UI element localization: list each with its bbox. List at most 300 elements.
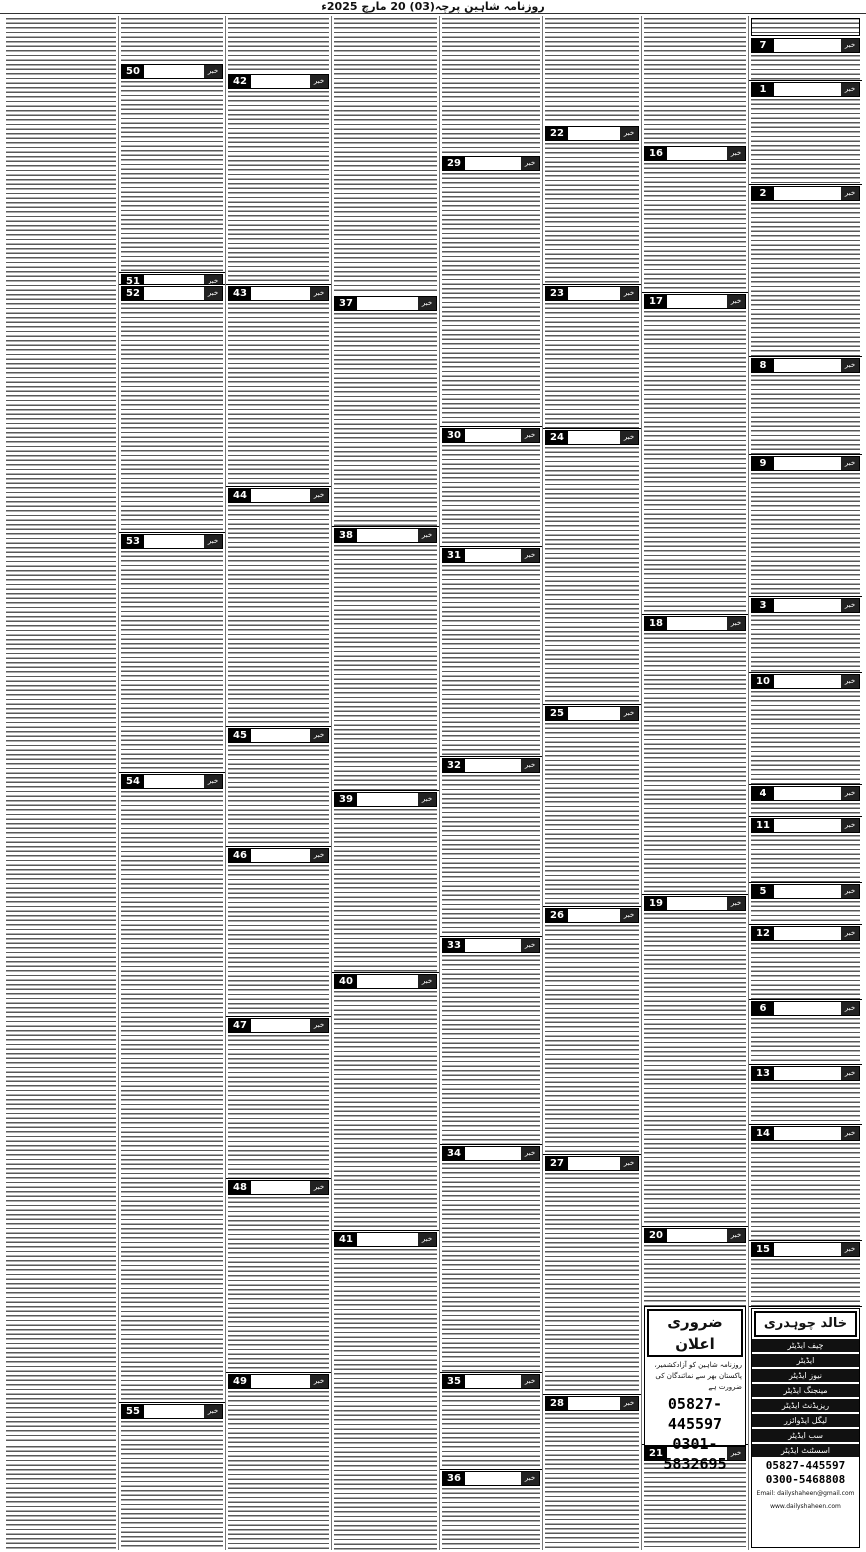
- story-number-box: [751, 38, 860, 53]
- story-divider: [749, 816, 862, 817]
- news-story-49: [228, 1374, 329, 1550]
- story-number: 7: [752, 39, 774, 52]
- story-body-text: [545, 723, 639, 906]
- ad-phone-1: 05827-445597: [667, 1395, 723, 1433]
- khabar-label: خبر: [841, 787, 859, 800]
- story-body-text: [228, 1391, 329, 1550]
- khabar-label: خبر: [521, 549, 539, 562]
- story-number-box: [334, 1232, 437, 1247]
- story-divider: [440, 1144, 542, 1145]
- news-story-30: [442, 428, 540, 546]
- khabar-label: خبر: [310, 1181, 328, 1194]
- story-number: 3: [752, 599, 774, 612]
- khabar-label: خبر: [841, 457, 859, 470]
- news-story-54: [121, 774, 223, 1402]
- story-number-box: [442, 548, 540, 563]
- khabar-label: خبر: [841, 599, 859, 612]
- story-body-text: [644, 633, 746, 894]
- story-continuation: [121, 18, 223, 62]
- story-divider: [440, 546, 542, 547]
- story-divider: [642, 894, 748, 895]
- story-number-box: [121, 274, 223, 284]
- story-number: 13: [752, 1067, 774, 1080]
- story-number: 42: [229, 75, 251, 88]
- story-number: 10: [752, 675, 774, 688]
- khabar-label: خبر: [310, 729, 328, 742]
- story-body-text: [751, 835, 860, 882]
- news-story-34: [442, 1146, 540, 1372]
- story-number-box: [334, 296, 437, 311]
- khabar-label: خبر: [521, 1375, 539, 1388]
- news-story-7: [751, 38, 860, 80]
- imprint-role-8: اسسٹنٹ ایڈیٹر: [752, 1444, 859, 1457]
- story-number: 41: [335, 1233, 357, 1246]
- story-number: 21: [645, 1447, 667, 1460]
- khabar-label: خبر: [310, 849, 328, 862]
- story-body-text: [751, 473, 860, 596]
- khabar-label: خبر: [727, 1447, 745, 1460]
- story-number-box: [545, 126, 639, 141]
- story-divider: [440, 756, 542, 757]
- imprint-role-7: سب ایڈیٹر: [752, 1429, 859, 1442]
- story-body-text: [644, 311, 746, 614]
- imprint-role-1: چیف ایڈیٹر: [752, 1339, 859, 1352]
- khabar-label: خبر: [204, 65, 222, 78]
- story-body-text: [6, 1168, 116, 1444]
- story-body-text: [545, 143, 639, 284]
- story-continuation: [6, 1168, 116, 1444]
- khabar-label: خبر: [418, 793, 436, 806]
- khabar-label: خبر: [841, 885, 859, 898]
- story-divider: [119, 532, 225, 533]
- imprint-box: [751, 1308, 860, 1548]
- story-body-text: [644, 163, 746, 292]
- news-story-3: [751, 598, 860, 672]
- story-divider: [543, 1154, 641, 1155]
- story-number-box: [751, 1242, 860, 1257]
- page-columns: [4, 16, 862, 1550]
- story-number-box: [121, 286, 223, 301]
- story-divider: [119, 1402, 225, 1403]
- story-number: 52: [122, 287, 144, 300]
- story-number-box: [644, 1228, 746, 1243]
- story-number: 4: [752, 787, 774, 800]
- story-number-box: [228, 1018, 329, 1033]
- story-body-text: [644, 913, 746, 1226]
- khabar-label: خبر: [418, 1233, 436, 1246]
- story-body-text: [442, 1391, 540, 1469]
- story-body-text: [751, 1143, 860, 1240]
- story-body-text: [442, 955, 540, 1144]
- news-story-2: [751, 186, 860, 356]
- story-divider: [119, 272, 225, 273]
- story-divider: [226, 726, 331, 727]
- khabar-label: خبر: [310, 489, 328, 502]
- story-divider: [749, 1306, 862, 1307]
- story-divider: [749, 882, 862, 883]
- story-number: 49: [229, 1375, 251, 1388]
- story-number-box: [751, 674, 860, 689]
- news-story-27: [545, 1156, 639, 1394]
- news-story-43: [228, 286, 329, 486]
- story-number-box: [545, 1156, 639, 1171]
- story-body-text: [334, 991, 437, 1230]
- news-story-38: [334, 528, 437, 790]
- story-number: 25: [546, 707, 568, 720]
- story-continuation: [442, 18, 540, 154]
- story-divider: [543, 906, 641, 907]
- story-number: 6: [752, 1002, 774, 1015]
- khabar-label: خبر: [727, 897, 745, 910]
- story-body-text: [545, 925, 639, 1154]
- story-number: 38: [335, 529, 357, 542]
- story-number: 34: [443, 1147, 465, 1160]
- story-number-box: [442, 428, 540, 443]
- news-story-5: [751, 884, 860, 924]
- imprint-role-3: نیوز ایڈیٹر: [752, 1369, 859, 1382]
- khabar-label: خبر: [521, 157, 539, 170]
- ad-title: ضروری اعلان: [647, 1309, 743, 1357]
- story-continuation: [6, 18, 116, 1166]
- khabar-label: خبر: [620, 431, 638, 444]
- story-number: 53: [122, 535, 144, 548]
- story-body-text: [228, 1197, 329, 1372]
- story-number: 36: [443, 1472, 465, 1485]
- news-story-10: [751, 674, 860, 784]
- story-continuation: [545, 18, 639, 124]
- story-number: 29: [443, 157, 465, 170]
- story-continuation: [6, 1446, 116, 1550]
- story-number-box: [334, 974, 437, 989]
- story-body-text: [545, 447, 639, 704]
- story-number: 46: [229, 849, 251, 862]
- khabar-label: خبر: [841, 1127, 859, 1140]
- story-number-box: [751, 358, 860, 373]
- lead-headline-box: [751, 18, 860, 36]
- news-story-18: [644, 616, 746, 894]
- story-body-text: [751, 55, 860, 80]
- khabar-label: خبر: [204, 775, 222, 788]
- story-body-text: [442, 18, 540, 154]
- news-story-19: [644, 896, 746, 1226]
- story-body-text: [442, 565, 540, 756]
- story-continuation: [644, 18, 746, 144]
- imprint-role-4: مینجنگ ایڈیٹر: [752, 1384, 859, 1397]
- story-body-text: [545, 1413, 639, 1550]
- story-body-text: [334, 313, 437, 526]
- news-story-16: [644, 146, 746, 292]
- news-story-6: [751, 1001, 860, 1064]
- story-divider: [226, 846, 331, 847]
- news-story-14: [751, 1126, 860, 1240]
- khabar-label: خبر: [620, 1397, 638, 1410]
- story-body-text: [228, 865, 329, 1016]
- story-number: 45: [229, 729, 251, 742]
- story-divider: [749, 184, 862, 185]
- story-divider: [332, 790, 439, 791]
- story-body-text: [751, 803, 860, 816]
- story-number-box: [751, 1066, 860, 1081]
- khabar-label: خبر: [841, 675, 859, 688]
- story-continuation: [334, 18, 437, 294]
- story-number-box: [751, 82, 860, 97]
- story-number-box: [545, 430, 639, 445]
- imprint-email: Email: dailyshaheen@gmail.com: [756, 1490, 855, 1497]
- story-body-text: [121, 81, 223, 272]
- news-story-51: [121, 274, 223, 284]
- story-body-text: [121, 791, 223, 1402]
- story-divider: [226, 1372, 331, 1373]
- news-story-47: [228, 1018, 329, 1178]
- news-story-24: [545, 430, 639, 704]
- news-story-22: [545, 126, 639, 284]
- story-number-box: [442, 1471, 540, 1486]
- story-number-box: [751, 786, 860, 801]
- story-body-text: [442, 775, 540, 936]
- news-story-37: [334, 296, 437, 526]
- story-number: 26: [546, 909, 568, 922]
- story-number-box: [751, 926, 860, 941]
- khabar-label: خبر: [204, 275, 222, 284]
- story-body-text: [751, 691, 860, 784]
- story-body-text: [121, 18, 223, 62]
- story-number-box: [751, 186, 860, 201]
- story-number: 28: [546, 1397, 568, 1410]
- khabar-label: خبر: [841, 187, 859, 200]
- ad-body: روزنامہ شاہین کو آزادکشمیر، پاکستان بھر سے نمائندگان کی ضرورت ہے: [654, 1361, 742, 1391]
- khabar-label: خبر: [521, 1147, 539, 1160]
- story-body-text: [334, 809, 437, 972]
- story-body-text: [751, 943, 860, 999]
- news-story-35: [442, 1374, 540, 1469]
- ad-phone-2: 0301-5832695: [663, 1435, 727, 1473]
- story-number-box: [751, 1126, 860, 1141]
- story-body-text: [644, 1463, 746, 1550]
- story-number: 5: [752, 885, 774, 898]
- story-number: 47: [229, 1019, 251, 1032]
- khabar-label: خبر: [204, 535, 222, 548]
- story-body-text: [228, 745, 329, 846]
- story-divider: [749, 1124, 862, 1125]
- story-divider: [642, 1226, 748, 1227]
- story-number-box: [751, 884, 860, 899]
- story-divider: [543, 428, 641, 429]
- story-divider: [642, 614, 748, 615]
- story-divider: [749, 999, 862, 1000]
- story-divider: [749, 1064, 862, 1065]
- story-body-text: [442, 1163, 540, 1372]
- column-2: [641, 16, 748, 1550]
- story-number-box: [228, 1180, 329, 1195]
- story-body-text: [6, 1446, 116, 1550]
- khabar-label: خبر: [620, 1157, 638, 1170]
- story-body-text: [334, 1249, 437, 1550]
- story-number-box: [644, 294, 746, 309]
- news-story-39: [334, 792, 437, 972]
- story-number-box: [228, 74, 329, 89]
- column-8: [4, 16, 118, 1550]
- story-number: 55: [122, 1405, 144, 1418]
- story-number: 8: [752, 359, 774, 372]
- story-continuation: [228, 18, 329, 72]
- story-number: 30: [443, 429, 465, 442]
- khabar-label: خبر: [841, 39, 859, 52]
- news-story-36: [442, 1471, 540, 1550]
- story-number: 39: [335, 793, 357, 806]
- story-body-text: [442, 445, 540, 546]
- story-divider: [543, 284, 641, 285]
- news-story-50: [121, 64, 223, 272]
- news-story-55: [121, 1404, 223, 1550]
- story-body-text: [751, 615, 860, 672]
- story-divider: [749, 672, 862, 673]
- news-story-31: [442, 548, 540, 756]
- khabar-label: خبر: [310, 287, 328, 300]
- story-divider: [749, 356, 862, 357]
- news-story-53: [121, 534, 223, 772]
- story-divider: [226, 1178, 331, 1179]
- story-body-text: [442, 1488, 540, 1550]
- story-divider: [543, 1394, 641, 1395]
- imprint-role-2: ایڈیٹر: [752, 1354, 859, 1367]
- story-number-box: [644, 616, 746, 631]
- khabar-label: خبر: [620, 127, 638, 140]
- news-story-48: [228, 1180, 329, 1372]
- story-body-text: [228, 1035, 329, 1178]
- khabar-label: خبر: [727, 295, 745, 308]
- story-number-box: [545, 908, 639, 923]
- khabar-label: خبر: [310, 1375, 328, 1388]
- story-body-text: [121, 551, 223, 772]
- imprint-phone-2: 0300-5468808: [765, 1473, 846, 1486]
- story-number: 22: [546, 127, 568, 140]
- column-4: [439, 16, 542, 1550]
- story-divider: [226, 284, 331, 285]
- story-number-box: [121, 1404, 223, 1419]
- story-number: 23: [546, 287, 568, 300]
- column-5: [331, 16, 439, 1550]
- news-story-11: [751, 818, 860, 882]
- story-divider: [749, 596, 862, 597]
- story-body-text: [751, 1259, 860, 1306]
- story-number-box: [121, 64, 223, 79]
- story-body-text: [751, 1018, 860, 1064]
- story-number: 16: [645, 147, 667, 160]
- story-number: 51: [122, 275, 144, 284]
- story-number-box: [751, 456, 860, 471]
- story-body-text: [751, 901, 860, 924]
- story-divider: [226, 486, 331, 487]
- story-number-box: [751, 1001, 860, 1016]
- news-story-26: [545, 908, 639, 1154]
- khabar-label: خبر: [310, 75, 328, 88]
- khabar-label: خبر: [841, 83, 859, 96]
- story-number-box: [545, 706, 639, 721]
- khabar-label: خبر: [841, 359, 859, 372]
- khabar-label: خبر: [310, 1019, 328, 1032]
- story-number-box: [121, 534, 223, 549]
- news-story-40: [334, 974, 437, 1230]
- story-divider: [749, 924, 862, 925]
- story-number-box: [228, 286, 329, 301]
- khabar-label: خبر: [521, 1472, 539, 1485]
- news-story-25: [545, 706, 639, 906]
- story-body-text: [228, 91, 329, 284]
- story-number-box: [545, 1396, 639, 1411]
- story-number: 20: [645, 1229, 667, 1242]
- story-number: 48: [229, 1181, 251, 1194]
- story-divider: [749, 1240, 862, 1241]
- story-divider: [119, 772, 225, 773]
- news-story-28: [545, 1396, 639, 1550]
- imprint-phone-1: 05827-445597: [765, 1459, 846, 1472]
- khabar-label: خبر: [204, 1405, 222, 1418]
- story-divider: [749, 784, 862, 785]
- news-story-33: [442, 938, 540, 1144]
- masthead: روزنامہ شاہین پرچہ(03) 20 مارچ 2025ء: [0, 0, 866, 14]
- imprint-role-5: ریزیڈنٹ ایڈیٹر: [752, 1399, 859, 1412]
- story-number: 24: [546, 431, 568, 444]
- khabar-label: خبر: [204, 287, 222, 300]
- story-number: 15: [752, 1243, 774, 1256]
- story-body-text: [751, 375, 860, 454]
- story-divider: [440, 426, 542, 427]
- story-body-text: [644, 18, 746, 144]
- story-number: 40: [335, 975, 357, 988]
- story-divider: [440, 1372, 542, 1373]
- khabar-label: خبر: [841, 1243, 859, 1256]
- story-divider: [749, 80, 862, 81]
- story-number: 17: [645, 295, 667, 308]
- story-number-box: [751, 818, 860, 833]
- khabar-label: خبر: [727, 1229, 745, 1242]
- story-number: 27: [546, 1157, 568, 1170]
- story-number: 18: [645, 617, 667, 630]
- news-story-45: [228, 728, 329, 846]
- news-story-46: [228, 848, 329, 1016]
- news-story-17: [644, 294, 746, 614]
- story-number: 14: [752, 1127, 774, 1140]
- story-number: 31: [443, 549, 465, 562]
- news-story-44: [228, 488, 329, 726]
- story-number: 50: [122, 65, 144, 78]
- khabar-label: خبر: [727, 147, 745, 160]
- story-divider: [226, 1016, 331, 1017]
- story-number-box: [228, 848, 329, 863]
- story-body-text: [442, 173, 540, 426]
- khabar-label: خبر: [521, 429, 539, 442]
- story-divider: [332, 526, 439, 527]
- story-body-text: [545, 1173, 639, 1394]
- story-body-text: [121, 1421, 223, 1550]
- story-divider: [642, 292, 748, 293]
- story-divider: [440, 936, 542, 937]
- news-story-13: [751, 1066, 860, 1124]
- story-number: 2: [752, 187, 774, 200]
- column-6: [225, 16, 331, 1550]
- khabar-label: خبر: [620, 909, 638, 922]
- story-number-box: [228, 728, 329, 743]
- column-7: [118, 16, 225, 1550]
- news-story-41: [334, 1232, 437, 1550]
- news-story-23: [545, 286, 639, 428]
- imprint-role-6: لیگل ایڈوائزر: [752, 1414, 859, 1427]
- khabar-label: خبر: [841, 927, 859, 940]
- story-number-box: [121, 774, 223, 789]
- column-3: [542, 16, 641, 1550]
- story-number: 1: [752, 83, 774, 96]
- story-number: 33: [443, 939, 465, 952]
